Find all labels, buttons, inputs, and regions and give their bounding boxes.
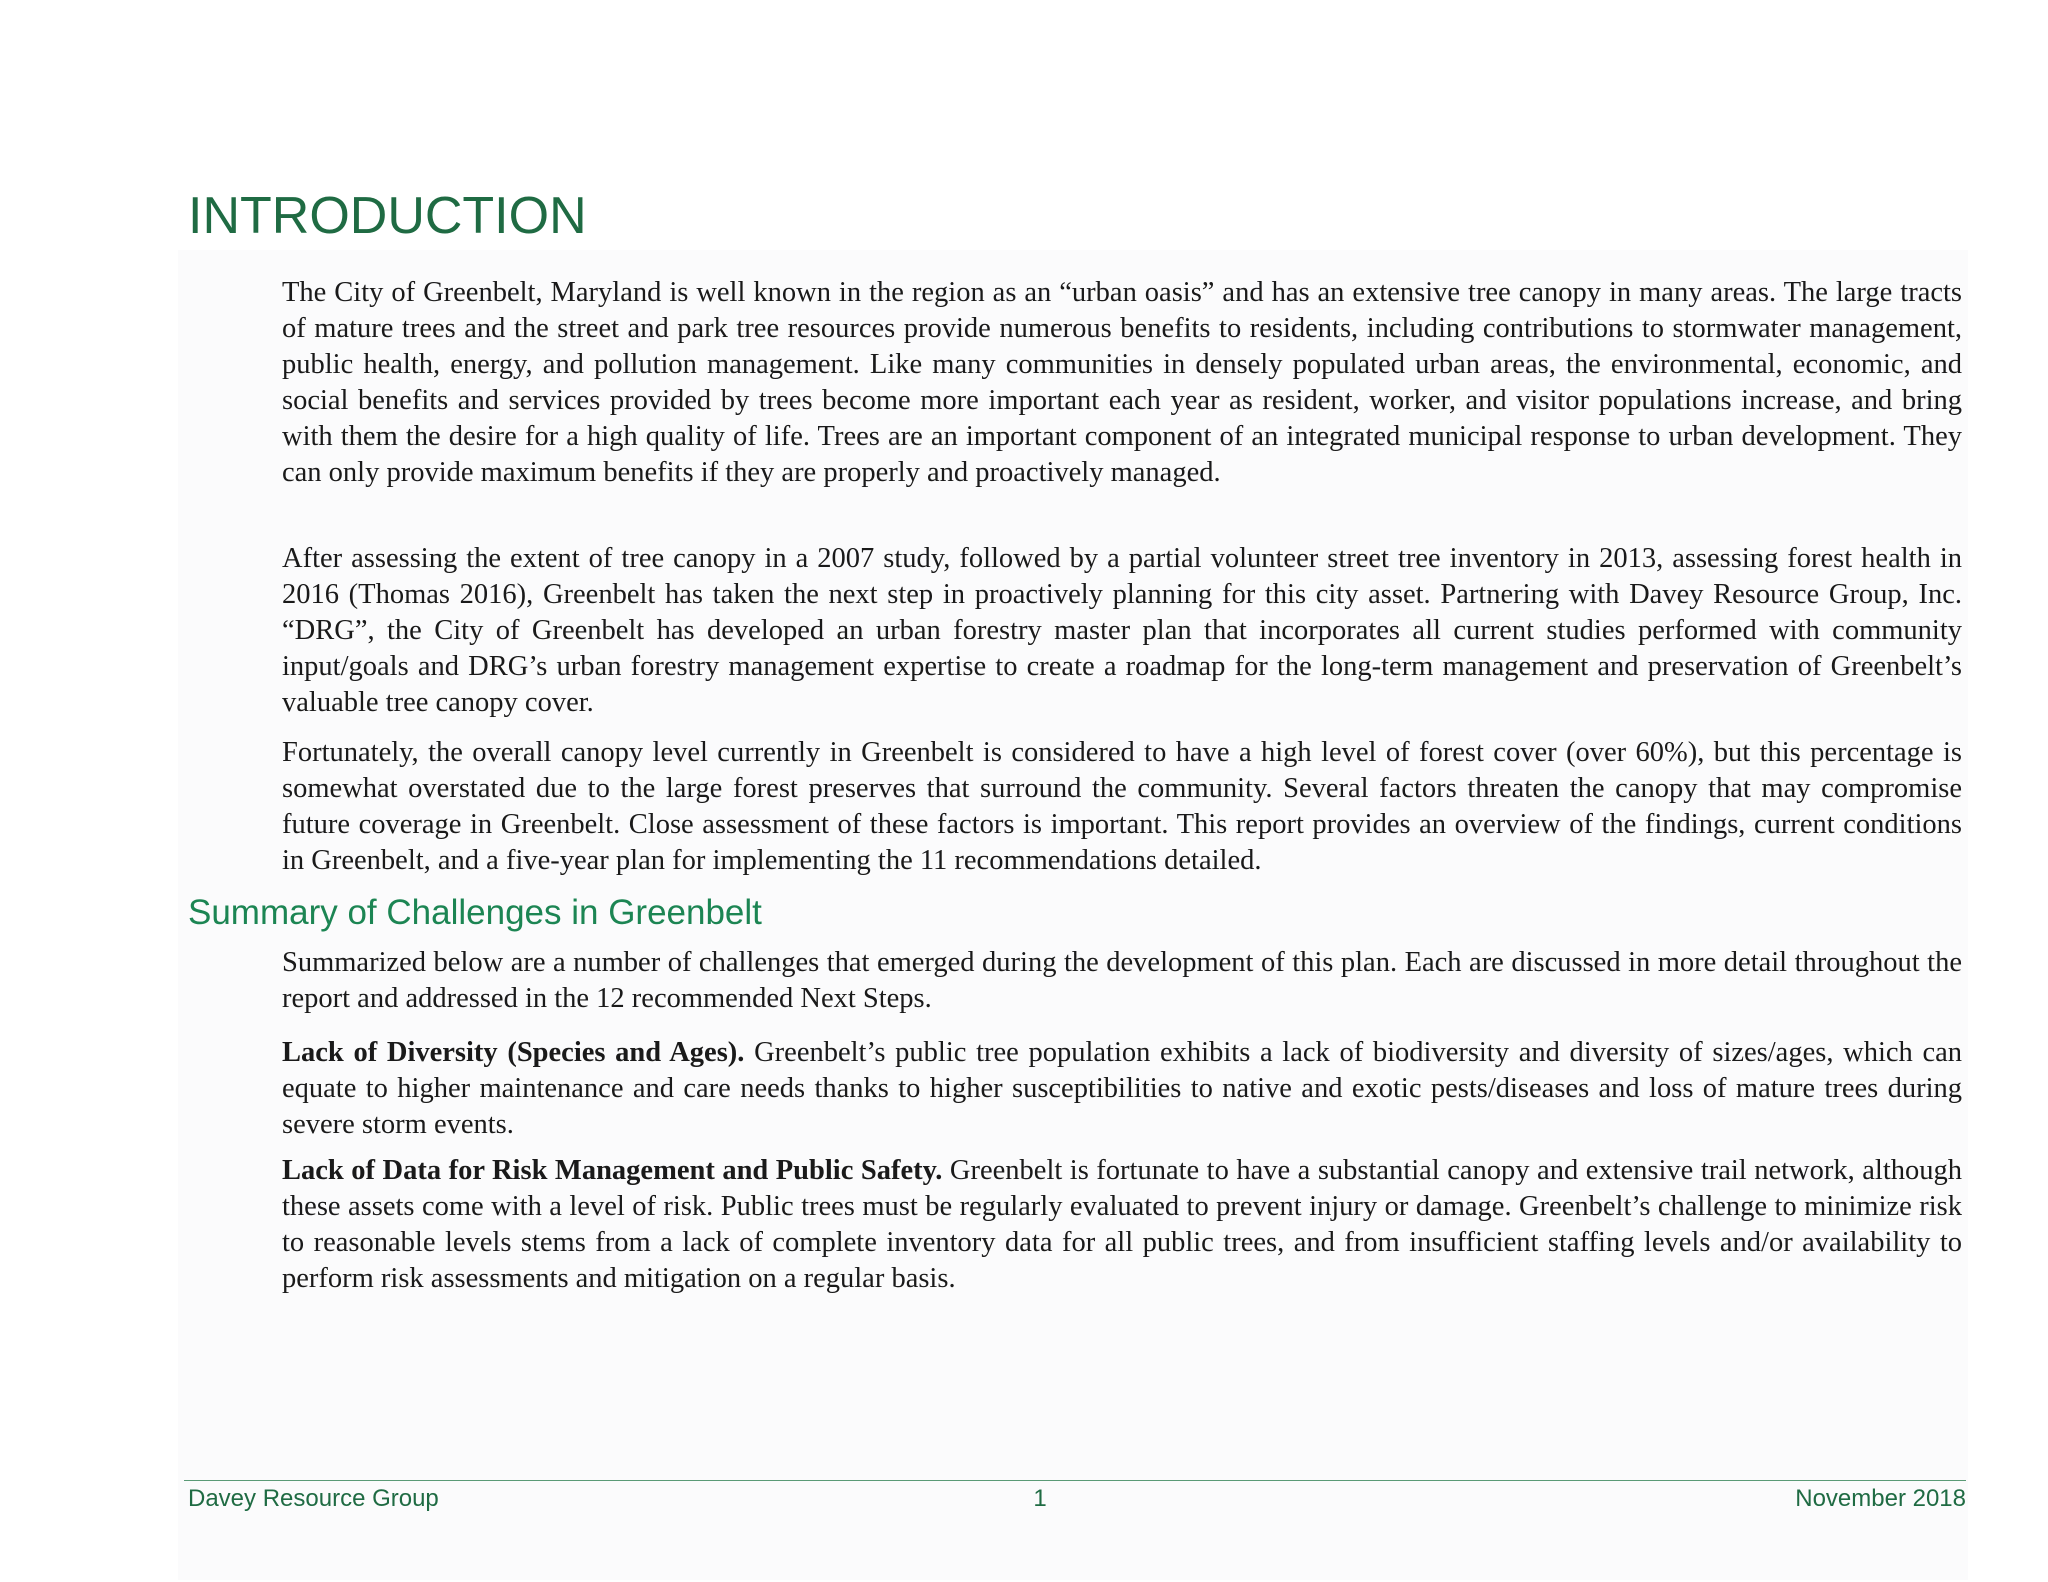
footer-page-number: 1: [1033, 1485, 1047, 1512]
page-title: INTRODUCTION: [188, 187, 587, 245]
section-heading: Summary of Challenges in Greenbelt: [188, 893, 762, 932]
challenge-diversity-lead: Lack of Diversity (Species and Ages).: [282, 1037, 745, 1068]
footer-organization: Davey Resource Group: [188, 1485, 439, 1512]
challenge-risk: [282, 1153, 1962, 1297]
intro-paragraph-3: Fortunately, the overall canopy level currently in Greenbelt is considered to have a high level of forest cover (over 60%), but this percentage is somewhat overstated due to the large forest preserves that surround the community. Several factors threaten the canopy that may compromise future coverage in Greenbelt. Close assessment of these factors is important. This report provides an overview of the findings, current conditions in Greenbelt, and a five-year plan for implementing the 11 recommendations detailed.: [282, 737, 1962, 876]
challenge-diversity-text: Greenbelt’s public tree population exhibits a lack of biodiversity and diversity of sizes/ages, which can equate to higher maintenance and care needs thanks to higher susceptibilities to native and exotic pests/diseases and loss of mature trees during severe storm events.: [282, 1037, 1962, 1140]
challenge-diversity: [282, 1035, 1962, 1143]
intro-paragraph-1: The City of Greenbelt, Maryland is well known in the region as an “urban oasis” and has an extensive tree canopy in many areas. The large tracts of mature trees and the street and park tree resources provide numerous benefits to residents, including contributions to stormwater management, public health, energy, and pollution management. Like many communities in densely populated urban areas, the environmental, economic, and social benefits and services provided by trees become more important each year as resident, worker, and visitor populations increase, and bring with them the desire for a high quality of life. Trees are an important component of an integrated municipal response to urban development. They can only provide maximum benefits if they are properly and proactively managed.: [282, 277, 1962, 488]
section-intro-paragraph: Summarized below are a number of challenges that emerged during the development of this plan. Each are discussed in more detail throughout the report and addressed in the 12 recommended Next Steps.: [282, 947, 1962, 1014]
intro-paragraph-2: After assessing the extent of tree canopy in a 2007 study, followed by a partial volunteer street tree inventory in 2013, assessing forest health in 2016 (Thomas 2016), Greenbelt has taken the next step in proactively planning for this city asset. Partnering with Davey Resource Group, Inc. “DRG”, the City of Greenbelt has developed an urban forestry master plan that incorporates all current studies performed with community input/goals and DRG’s urban forestry management expertise to create a roadmap for the long-term management and preservation of Greenbelt’s valuable tree canopy cover.: [282, 543, 1962, 718]
footer-date: November 2018: [1795, 1485, 1966, 1512]
footer-divider: [184, 1480, 1966, 1481]
challenge-risk-text: Greenbelt is fortunate to have a substantial canopy and extensive trail network, although these assets come with a level of risk. Public trees must be regularly evaluated to prevent injury or damage. Greenbelt’s challenge to minimize risk to reasonable levels stems from a lack of complete inventory data for all public trees, and from insufficient staffing levels and/or availability to perform risk assessments and mitigation on a regular basis.: [282, 1155, 1962, 1294]
challenge-risk-lead: Lack of Data for Risk Management and Public Safety.: [282, 1155, 943, 1186]
